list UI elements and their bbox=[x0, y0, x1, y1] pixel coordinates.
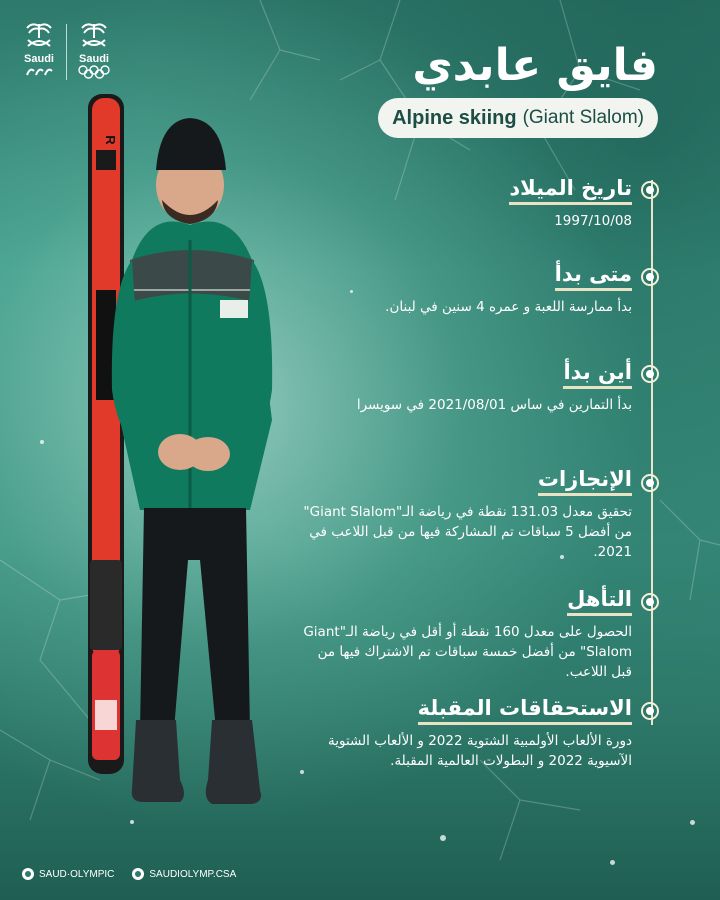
section-when-started bbox=[302, 262, 632, 317]
skis bbox=[88, 94, 124, 774]
section-body: دورة الألعاب الأولمبية الشتوية 2022 و الألعاب الشتوية الآسيوية 2022 و البطولات العالمية المقبلة. bbox=[327, 733, 632, 769]
section-heading: أين بدأ bbox=[563, 360, 632, 387]
saudi-paralympic-logo bbox=[22, 20, 56, 77]
logo-separator bbox=[66, 24, 67, 80]
social-handles bbox=[22, 868, 236, 880]
section-body: تحقيق معدل 131.03 نقطة في رياضة الـ"Giant Slalom" من أفضل 5 سباقات تم المشاركة فيها من قبل اللاعب في 2021. bbox=[303, 504, 632, 560]
timeline-dot bbox=[641, 181, 659, 199]
instagram-icon bbox=[132, 868, 144, 880]
timeline-line bbox=[651, 180, 653, 725]
athlete-photo bbox=[40, 90, 300, 830]
logo-left-text: Saudi bbox=[24, 53, 54, 65]
olympic-rings-icon bbox=[77, 65, 111, 79]
athlete-name: فايق عابدي bbox=[412, 40, 658, 91]
snowflake bbox=[690, 820, 695, 825]
social-handle: SAUD·OLYMPIC bbox=[39, 868, 115, 880]
section-achievements bbox=[302, 467, 632, 562]
social-instagram[interactable] bbox=[132, 868, 236, 880]
svg-text:R: R bbox=[103, 135, 118, 145]
section-heading: الإنجازات bbox=[538, 467, 632, 494]
snowflake bbox=[440, 835, 446, 841]
paralympic-agitos-icon bbox=[24, 65, 54, 77]
section-heading: تاريخ الميلاد bbox=[509, 176, 632, 203]
logo-right-text: Saudi bbox=[79, 53, 109, 65]
timeline-dot bbox=[641, 593, 659, 611]
social-twitter[interactable] bbox=[22, 868, 114, 880]
sport-sub: (Giant Slalom) bbox=[522, 107, 644, 128]
section-qualification bbox=[302, 587, 632, 682]
section-heading: الاستحقاقات المقبلة bbox=[418, 696, 632, 723]
palm-swords-icon bbox=[22, 20, 56, 52]
section-heading: متى بدأ bbox=[555, 262, 632, 289]
section-upcoming bbox=[302, 696, 632, 771]
logos bbox=[22, 20, 111, 80]
section-body: 1997/10/08 bbox=[554, 213, 632, 229]
section-where-started bbox=[302, 360, 632, 415]
saudi-olympic-logo bbox=[77, 20, 111, 79]
section-body: الحصول على معدل 160 نقطة أو أقل في رياضة الـ"Giant Slalom" من أفضل خمسة سباقات تم الاشتراك فيها من قبل اللاعب. bbox=[303, 624, 632, 680]
snowflake bbox=[610, 860, 615, 865]
sport-pill bbox=[378, 98, 658, 138]
timeline-dot bbox=[641, 365, 659, 383]
sport-main: Alpine skiing bbox=[392, 106, 517, 129]
section-body: بدأ التمارين في ساس 2021/08/01 في سويسرا bbox=[356, 397, 632, 413]
timeline-dot bbox=[641, 702, 659, 720]
timeline-dot bbox=[641, 474, 659, 492]
palm-swords-icon bbox=[77, 20, 111, 52]
section-body: بدأ ممارسة اللعبة و عمره 4 سنين في لبنان. bbox=[385, 299, 632, 315]
section-birthdate bbox=[302, 176, 632, 231]
section-heading: التأهل bbox=[567, 587, 632, 614]
timeline-dot bbox=[641, 268, 659, 286]
social-handle: SAUDIOLYMP.CSA bbox=[149, 868, 237, 880]
twitter-icon bbox=[22, 868, 34, 880]
